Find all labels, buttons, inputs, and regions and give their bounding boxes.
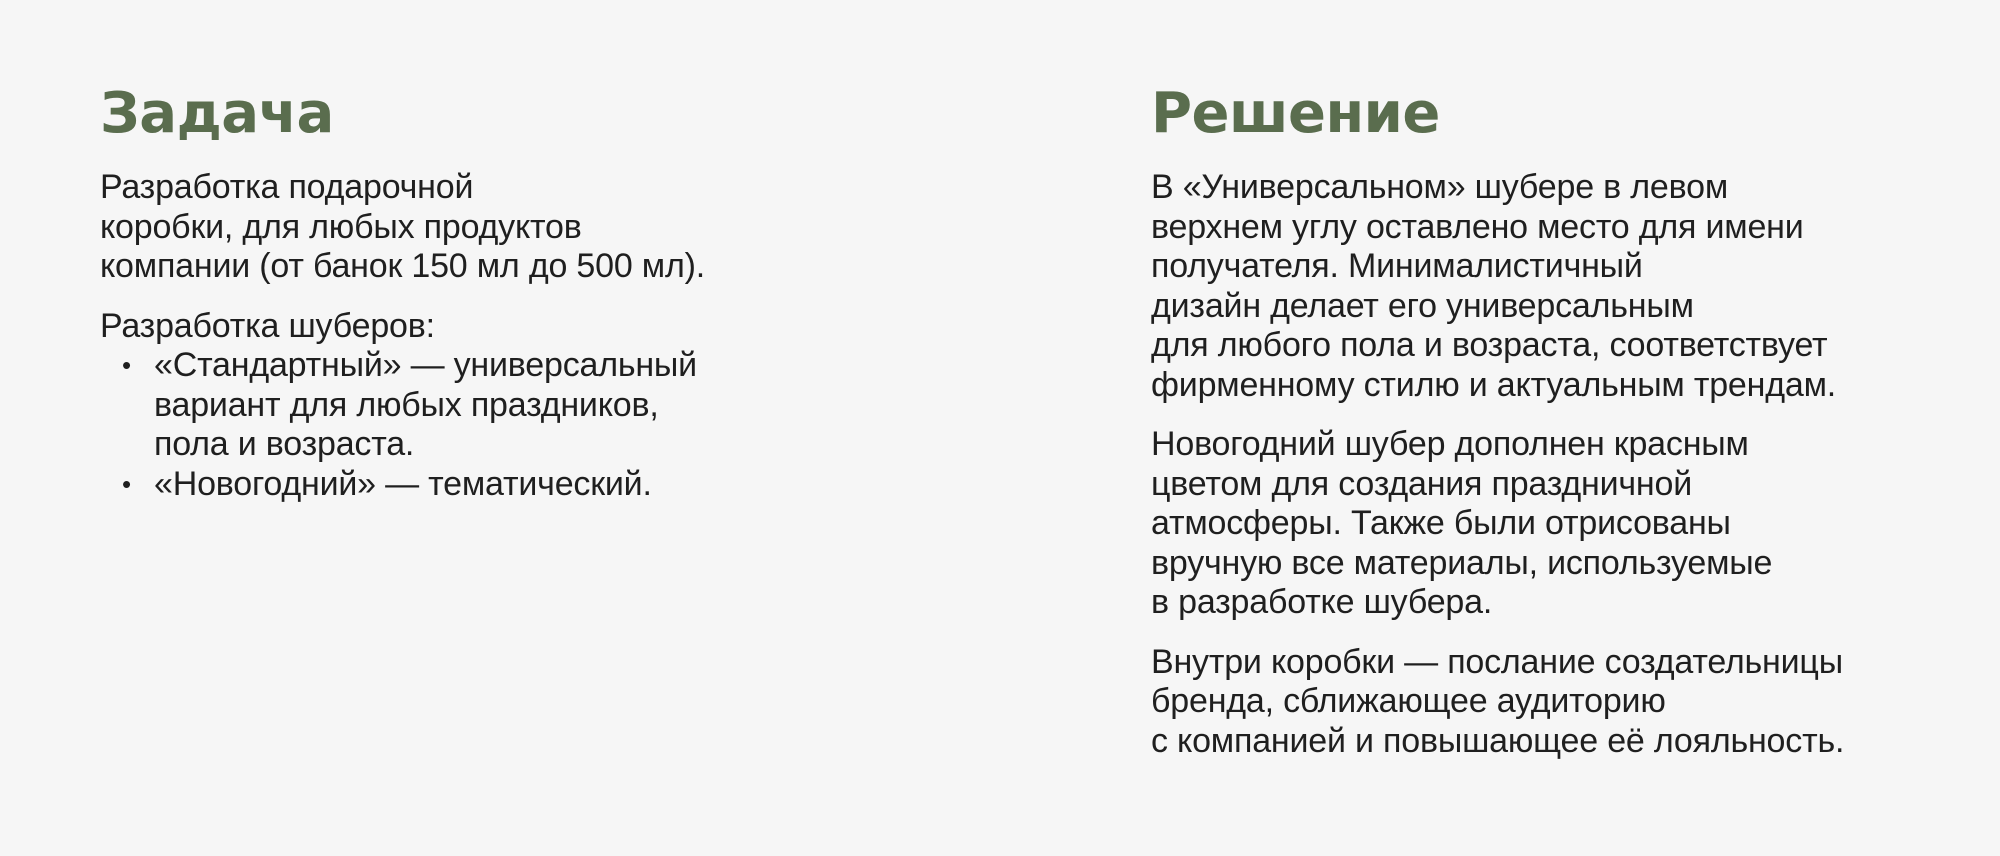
solution-line: вручную все материалы, используемые xyxy=(1151,543,1773,582)
task-intro-line: коробки, для любых продуктов xyxy=(100,207,582,246)
solution-line: с компанией и повышающее её лояльность. xyxy=(1151,721,1845,760)
bullet-dot-icon: • xyxy=(122,350,131,380)
solution-line: Внутри коробки — послание создательницы xyxy=(1151,642,1843,681)
task-intro-line: компании (от банок 150 мл до 500 мл). xyxy=(100,247,705,285)
task-heading: Задача xyxy=(100,81,334,146)
solution-section xyxy=(1151,78,1971,781)
solution-heading: Решение xyxy=(1151,81,1440,146)
solution-line: получателя. Минималистичный xyxy=(1151,247,1643,285)
solution-line: верхнем углу оставлено место для имени xyxy=(1151,207,1804,246)
solution-paragraph xyxy=(1151,643,1971,762)
bullet-line: пола и возраста. xyxy=(154,425,415,463)
solution-line: бренда, сближающее аудиторию xyxy=(1151,682,1666,720)
solution-line: В «Универсальном» шубере в левом xyxy=(1151,168,1728,206)
task-bullet-list xyxy=(100,346,960,504)
task-intro xyxy=(100,168,960,287)
solution-line: атмосферы. Также были отрисованы xyxy=(1151,504,1731,542)
solution-line: фирменному стилю и актуальным трендам. xyxy=(1151,365,1836,404)
solution-line: дизайн делает его универсальным xyxy=(1151,286,1694,325)
task-section xyxy=(100,78,960,504)
task-list-title: Разработка шуберов: xyxy=(100,306,435,345)
solution-line: для любого пола и возраста, соответствует xyxy=(1151,326,1828,364)
bullet-line: вариант для любых праздников, xyxy=(154,385,659,424)
bullet-item-new-year xyxy=(100,465,960,505)
solution-line: в разработке шубера. xyxy=(1151,583,1493,621)
bullet-line: «Стандартный» — универсальный xyxy=(154,346,697,384)
solution-line: Новогодний шубер дополнен красным xyxy=(1151,425,1749,463)
solution-line: цветом для создания праздничной xyxy=(1151,464,1693,503)
bullet-line: «Новогодний» — тематический. xyxy=(154,464,652,503)
bullet-item-standard xyxy=(100,346,960,465)
solution-paragraph xyxy=(1151,168,1971,405)
solution-paragraph xyxy=(1151,425,1971,623)
task-intro-line: Разработка подарочной xyxy=(100,168,474,206)
bullet-dot-icon: • xyxy=(122,468,131,499)
